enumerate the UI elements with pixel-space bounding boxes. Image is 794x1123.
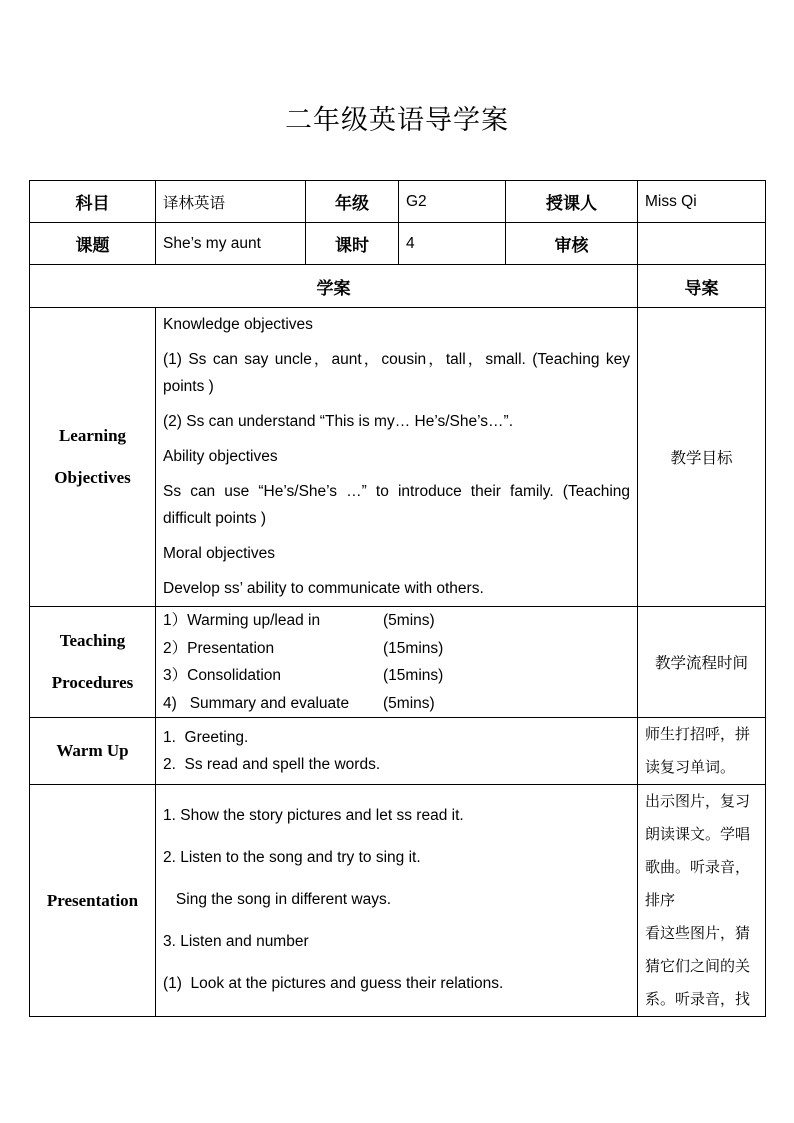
topic-label: 课题	[30, 223, 156, 265]
procedures-label-line-1: Teaching	[59, 631, 126, 650]
procedure-step	[163, 607, 630, 635]
period-label: 课时	[306, 223, 399, 265]
subject-label: 科目	[30, 181, 156, 223]
info-row-2	[30, 223, 766, 265]
review-label: 审核	[506, 223, 638, 265]
presentation-guide	[638, 785, 766, 1017]
presentation-line: 1. Show the story pictures and let ss read it.	[163, 806, 464, 824]
presentation-guide-line: 猜它们之间的关	[645, 958, 751, 975]
presentation-label: Presentation	[30, 785, 156, 1017]
presentation-guide-line: 排序	[645, 892, 676, 909]
procedures-row	[30, 607, 766, 718]
info-row-1	[30, 181, 766, 223]
objective-line: (1) Ss can say uncle，aunt，cousin，tall，small. (Teaching key points )	[163, 350, 630, 395]
procedures-guide: 教学流程时间	[638, 607, 766, 718]
presentation-guide-line: 歌曲。听录音，	[645, 859, 751, 876]
teacher-value: Miss Qi	[638, 181, 766, 223]
procedure-step-name: 1）Warming up/lead in	[163, 612, 321, 629]
warmup-content	[156, 718, 638, 785]
procedures-content	[156, 607, 638, 718]
presentation-line: 3. Listen and number	[163, 932, 309, 950]
warmup-guide-line: 师生打招呼，拼	[645, 726, 751, 743]
lesson-plan-table	[29, 180, 766, 1017]
procedures-label	[30, 607, 156, 718]
procedure-step	[163, 635, 630, 663]
objective-line: Develop ss’ ability to communicate with others.	[163, 579, 484, 597]
presentation-guide-line: 出示图片，复习	[645, 793, 751, 810]
presentation-line: (1) Look at the pictures and guess their relations.	[163, 974, 504, 992]
page-title: 二年级英语导学案	[285, 105, 509, 136]
grade-label: 年级	[306, 181, 399, 223]
presentation-guide-line: 系。听录音，找	[645, 991, 751, 1008]
procedure-step-time: (15mins)	[383, 667, 444, 684]
warmup-row	[30, 718, 766, 785]
objectives-content	[156, 308, 638, 607]
warmup-guide-line: 读复习单词。	[645, 759, 736, 776]
objective-line: Ability objectives	[163, 447, 278, 465]
objective-line: Ss can use “He’s/She’s …” to introduce their family. (Teaching difficult points )	[163, 482, 630, 527]
warmup-line: 2. Ss read and spell the words.	[163, 756, 381, 773]
guide-column-header: 导案	[638, 265, 766, 308]
presentation-row	[30, 785, 766, 1017]
presentation-line: Sing the song in different ways.	[163, 890, 392, 908]
warmup-line: 1. Greeting.	[163, 729, 249, 746]
procedure-step-name: 2）Presentation	[163, 639, 275, 657]
procedure-step-time: (5mins)	[383, 612, 435, 629]
topic-value: She’s my aunt	[156, 223, 306, 265]
objective-line: (2) Ss can understand “This is my… He’s/She’s…”.	[163, 412, 514, 430]
procedures-label-line-2: Procedures	[51, 673, 134, 692]
presentation-line: 2. Listen to the song and try to sing it.	[163, 848, 421, 866]
period-value: 4	[399, 223, 506, 265]
teacher-label: 授课人	[506, 181, 638, 223]
objectives-label	[30, 308, 156, 607]
procedure-step-name: 4) Summary and evaluate	[163, 694, 350, 712]
objective-line: Moral objectives	[163, 544, 275, 562]
review-value	[638, 223, 766, 265]
objectives-label-line-1: Learning	[58, 426, 127, 445]
grade-value: G2	[399, 181, 506, 223]
presentation-guide-line: 朗读课文。学唱	[645, 826, 751, 843]
presentation-guide-line: 看这些图片，猜	[645, 925, 751, 942]
presentation-content	[156, 785, 638, 1017]
objectives-label-line-2: Objectives	[54, 468, 131, 487]
objective-line: Knowledge objectives	[163, 315, 313, 333]
column-header-row	[30, 265, 766, 308]
procedure-step-time: (5mins)	[383, 694, 435, 712]
procedure-step-time: (15mins)	[383, 639, 444, 657]
procedure-step	[163, 690, 630, 718]
warmup-guide	[638, 718, 766, 785]
objectives-guide: 教学目标	[638, 308, 766, 607]
subject-value: 译林英语	[156, 181, 306, 223]
warmup-label: Warm Up	[30, 718, 156, 785]
objectives-row	[30, 308, 766, 607]
procedure-step-name: 3）Consolidation	[163, 667, 282, 684]
procedure-step	[163, 662, 630, 690]
plan-column-header: 学案	[30, 265, 638, 308]
